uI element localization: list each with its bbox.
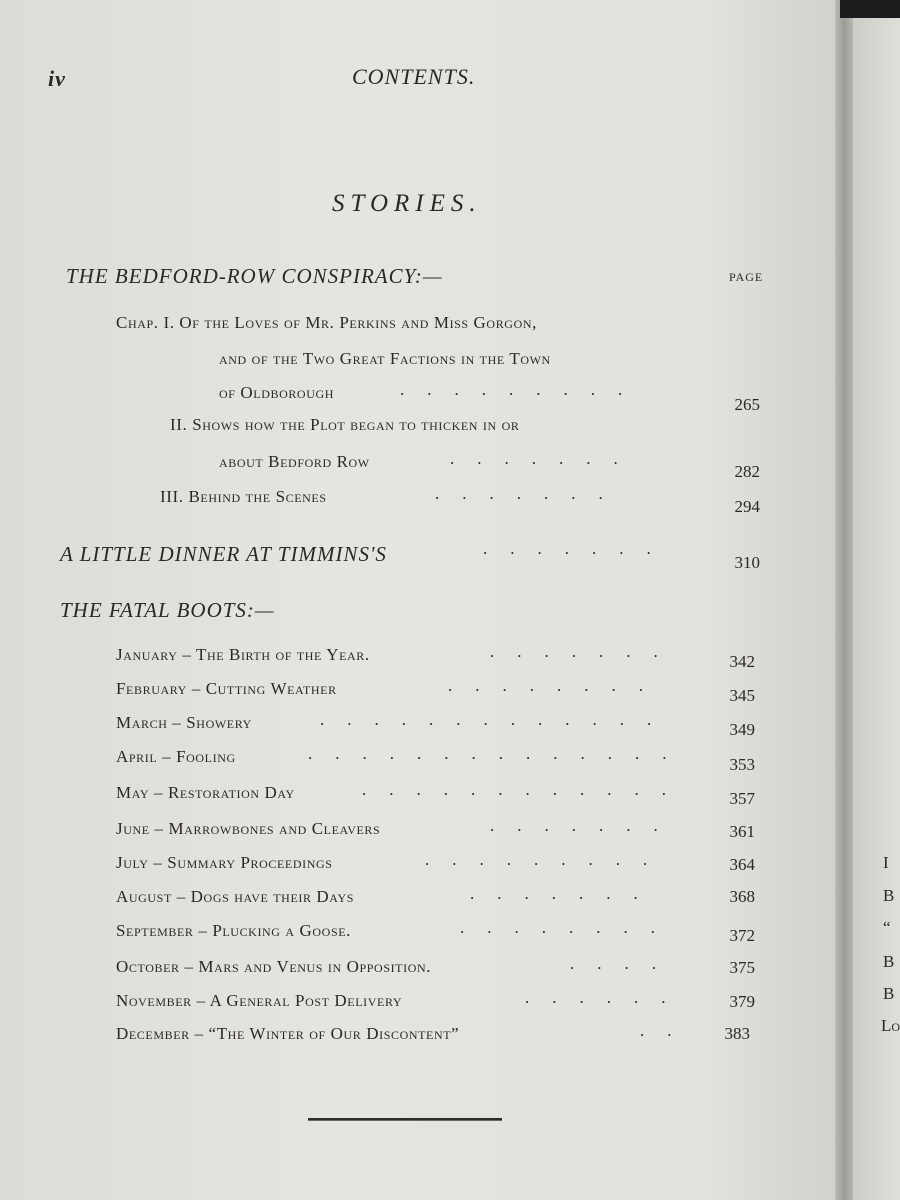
page-folio: iv [48, 66, 66, 91]
toc-entry-november: November – A General Post Delivery [116, 991, 403, 1010]
toc-entry-june: June – Marrowbones and Cleavers [116, 819, 381, 838]
dot-leader: ........ [448, 676, 666, 695]
page-number: 364 [729, 855, 755, 874]
dot-leader: ....... [435, 484, 626, 503]
adjacent-page-fragment: Lo [881, 1016, 900, 1035]
dot-leader: ............ [362, 780, 689, 799]
page-number: 361 [729, 822, 755, 841]
bedford-chap-2-line-2: about Bedford Row [219, 452, 370, 471]
page-number: 282 [734, 462, 760, 481]
page-number: 357 [729, 789, 755, 808]
page-number: 310 [734, 553, 760, 572]
toc-entry-march: March – Showery [116, 713, 252, 732]
page-number: 383 [724, 1024, 750, 1043]
dot-leader: ....... [490, 642, 681, 661]
bedford-chap-1-line-1: Chap. I. Of the Loves of Mr. Perkins and Miss Gorgon, [116, 313, 537, 332]
page-number: 345 [729, 686, 755, 705]
toc-entry-october: October – Mars and Venus in Opposition. [116, 957, 432, 976]
section-title: STORIES. [332, 190, 482, 217]
adjacent-page-fragment: B [883, 886, 895, 905]
dot-leader: .... [570, 954, 679, 973]
dot-leader: ....... [450, 449, 641, 468]
dot-leader: ....... [490, 816, 681, 835]
toc-entry-february: February – Cutting Weather [116, 679, 337, 698]
dot-leader: ........ [460, 918, 678, 937]
page-number: 372 [729, 926, 755, 945]
dot-leader: ......... [425, 850, 671, 869]
page-number: 375 [729, 958, 755, 977]
dot-leader: ....... [483, 539, 674, 558]
dot-leader: .............. [308, 744, 690, 763]
bedford-chap-2-line-1: II. Shows how the Plot began to thicken in or [170, 415, 520, 434]
toc-entry-september: September – Plucking a Goose. [116, 921, 352, 940]
page-number: 349 [729, 720, 755, 739]
adjacent-page-fragment: B [883, 952, 895, 971]
dot-leader: .. [640, 1021, 695, 1040]
dot-leader: ....... [470, 884, 661, 903]
part-title-fatal-boots: THE FATAL BOOTS:— [60, 598, 275, 622]
toc-entry-december: December – “The Winter of Our Discontent” [116, 1024, 460, 1043]
adjacent-page-fragment: “ [883, 918, 891, 937]
toc-entry-may: May – Restoration Day [116, 783, 295, 802]
book-gutter [835, 0, 853, 1200]
part-title-bedford-row: THE BEDFORD-ROW CONSPIRACY:— [66, 264, 443, 288]
bedford-chap-1-line-3: of Oldborough [219, 383, 335, 402]
part-title-little-dinner: A LITTLE DINNER AT TIMMINS'S [60, 542, 387, 566]
page-number: 294 [734, 497, 760, 516]
page-column-label: PAGE [729, 270, 764, 284]
page-number: 379 [729, 992, 755, 1011]
running-head: CONTENTS. [352, 64, 476, 89]
adjacent-page-fragment: I [883, 853, 889, 872]
toc-entry-july: July – Summary Proceedings [116, 853, 333, 872]
page-number: 265 [734, 395, 760, 414]
page-number: 368 [729, 887, 755, 906]
dot-leader: ......... [400, 380, 646, 399]
toc-entry-january: January – The Birth of the Year. [116, 645, 370, 664]
page-number: 342 [729, 652, 755, 671]
toc-entry-august: August – Dogs have their Days [116, 887, 354, 906]
dot-leader: ............. [320, 710, 675, 729]
bedford-chap-1-line-2: and of the Two Great Factions in the Town [219, 349, 551, 368]
bedford-chap-3: III. Behind the Scenes [160, 487, 327, 506]
dot-leader: ...... [525, 988, 689, 1007]
page-number: 353 [729, 755, 755, 774]
dark-background-corner [840, 0, 900, 18]
closing-rule [308, 1118, 502, 1121]
toc-entry-april: April – Fooling [116, 747, 236, 766]
adjacent-page-edge [853, 0, 900, 1200]
adjacent-page-fragment: B [883, 984, 895, 1003]
